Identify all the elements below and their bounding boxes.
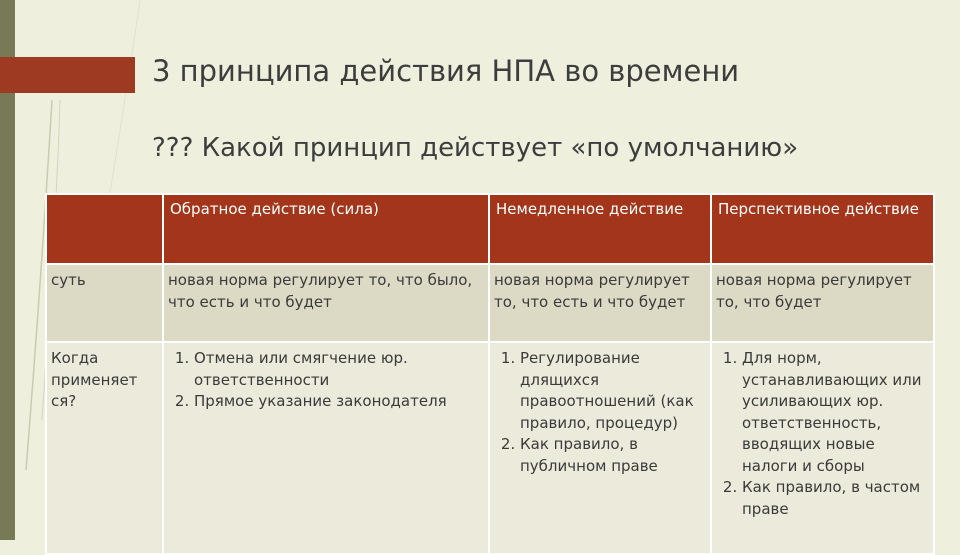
table-row-essence	[46, 264, 934, 342]
header-prospective: Перспективное действие	[711, 194, 934, 264]
row-label-essence: суть	[46, 264, 163, 342]
cell-when-immediate	[489, 342, 711, 554]
cell-essence-retro: новая норма регулирует то, что было, что есть и что будет	[163, 264, 489, 342]
list-item: 2. Как правило, в публичном праве	[520, 434, 706, 477]
list-when-prospective	[716, 348, 929, 520]
title-accent-tab	[0, 57, 135, 93]
list-when-retro	[168, 348, 484, 413]
header-empty	[46, 194, 163, 264]
table-header-row	[46, 194, 934, 264]
principles-table	[45, 193, 935, 555]
list-item: 1. Для норм, устанавливающих или усиливающих юр. ответственность, вводящих новые налоги и сборы	[742, 348, 929, 477]
header-retro: Обратное действие (сила)	[163, 194, 489, 264]
slide-subtitle: ??? Какой принцип действует «по умолчанию»	[152, 133, 799, 163]
header-immediate: Немедленное действие	[489, 194, 711, 264]
row-label-when: Когда применяет ся?	[46, 342, 163, 554]
list-item: 2. Как правило, в частом праве	[742, 477, 929, 520]
cell-when-prospective	[711, 342, 934, 554]
cell-when-retro	[163, 342, 489, 554]
list-item: 1. Регулирование длящихся правоотношений (как правило, процедур)	[520, 348, 706, 434]
list-item: 2. Прямое указание законодателя	[194, 391, 484, 413]
list-item: 1. Отмена или смягчение юр. ответственности	[194, 348, 484, 391]
list-when-immediate	[494, 348, 706, 477]
cell-essence-immediate: новая норма регулирует то, что есть и что будет	[489, 264, 711, 342]
table-row-when	[46, 342, 934, 554]
cell-essence-prospective: новая норма регулирует то, что будет	[711, 264, 934, 342]
slide-title: 3 принципа действия НПА во времени	[152, 54, 740, 88]
